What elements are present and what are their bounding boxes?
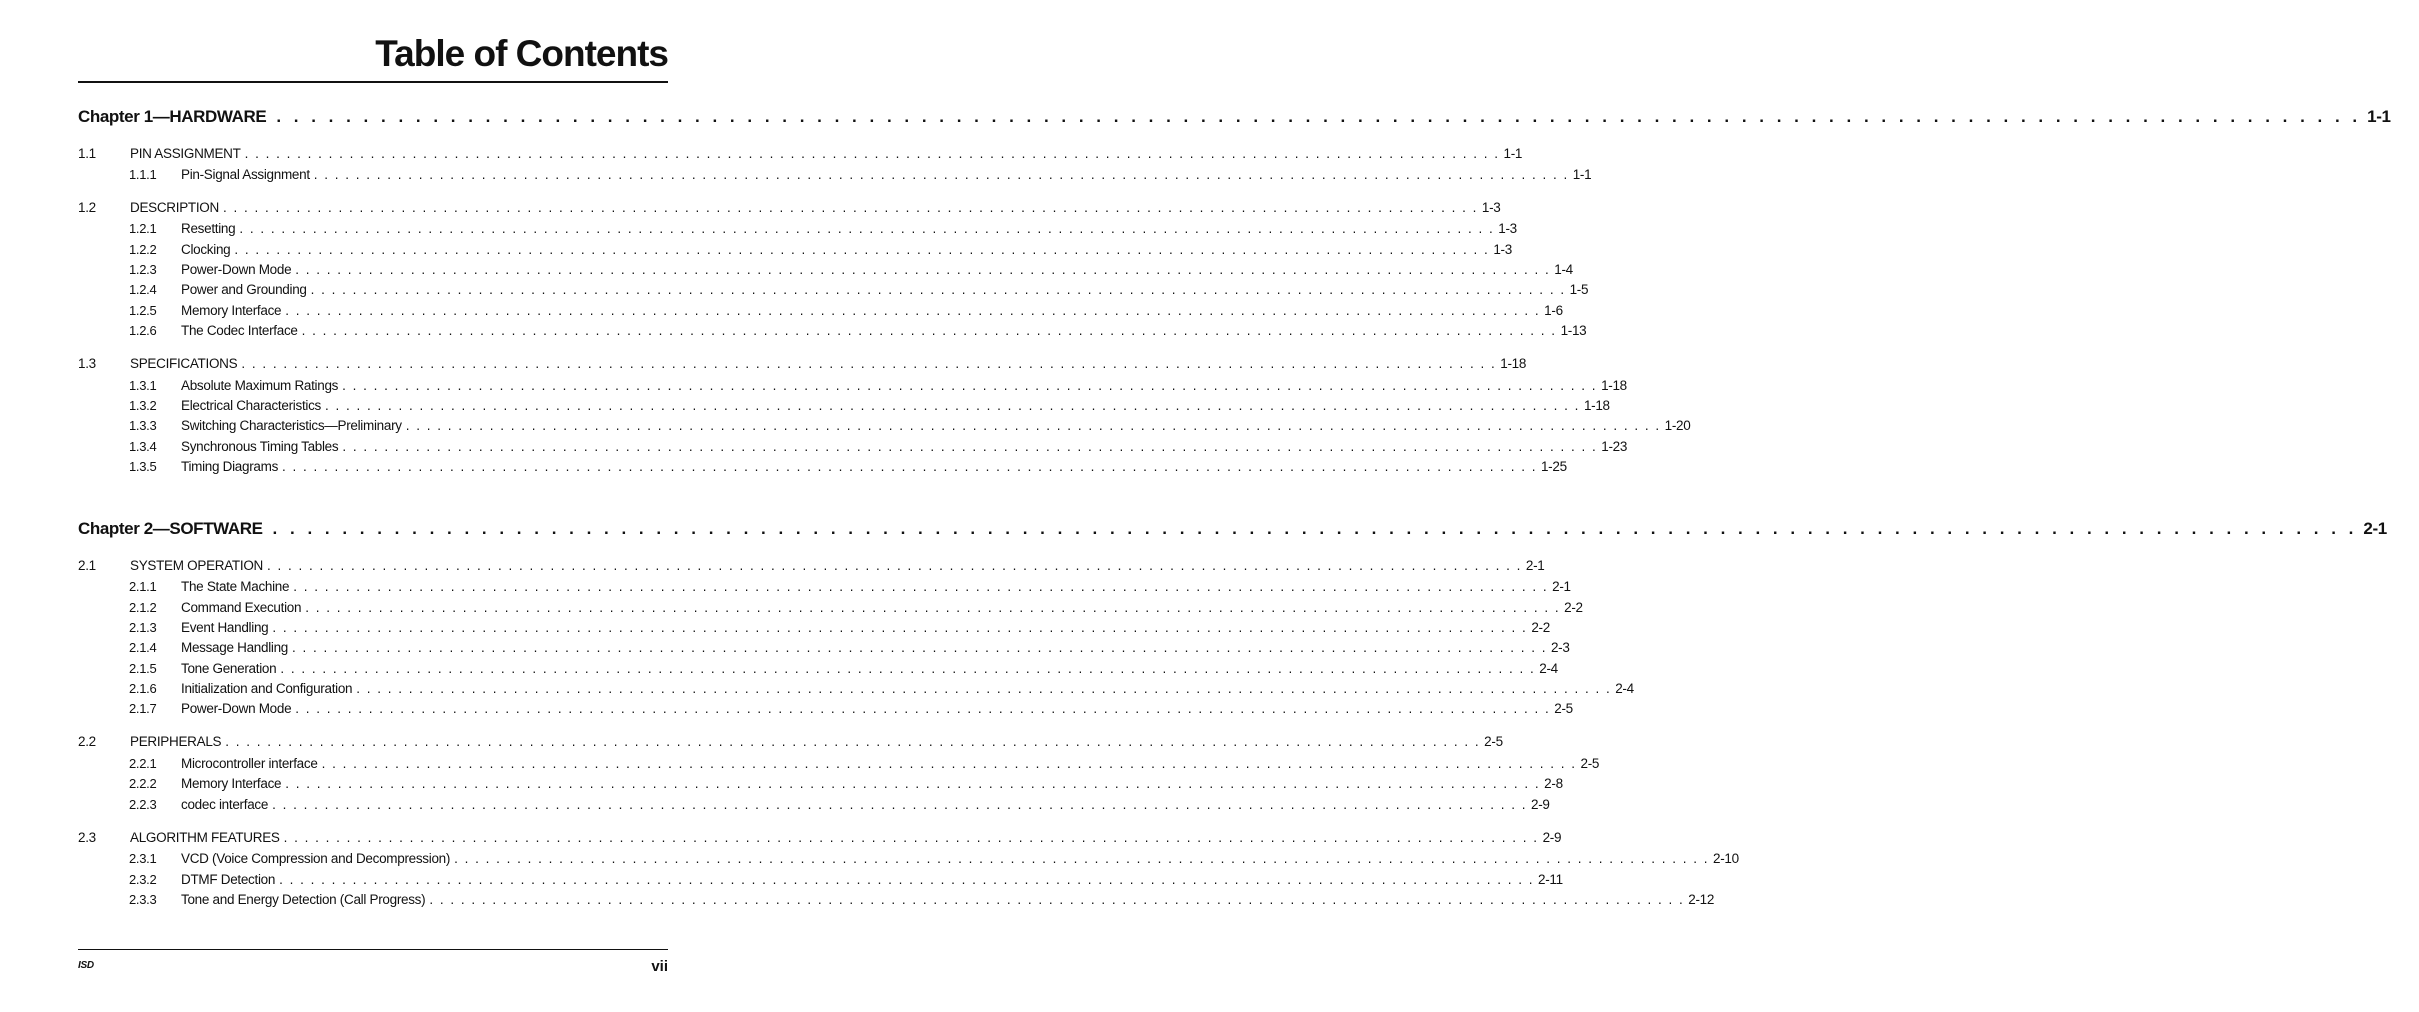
toc-leader: . . . . . . . . . . . . . . . . . . . . . . . . . . . . . . . . . . . . . . . . . . . . . . . . . . . . . . . . . . . . . . . . . . . . . . . . . . . . . . . . . . . . . . . . . . . . . . . . . . . . . . . . . . . . . . . . . . . . . . . . — [301, 323, 1557, 338]
toc-number: 1.2.5 — [129, 303, 157, 318]
toc-number: 1.3.4 — [129, 439, 157, 454]
toc-page: 2-9 — [1531, 797, 1550, 812]
toc-number: 1.2.3 — [129, 262, 157, 277]
toc-label: Chapter 2—SOFTWARE — [78, 519, 263, 538]
toc-label: Message Handling — [181, 640, 289, 655]
toc-leader: . . . . . . . . . . . . . . . . . . . . . . . . . . . . . . . . . . . . . . . . . . . . . . . . . . . . . . . . . . . . . . . . . . . . . . . . . . . . . . . . . . . . . . . . . . . . . . . . . . . . . . . . . . . . . . . . . . . . . . . . — [272, 620, 1528, 635]
toc-label: VCD (Voice Compression and Decompression) — [181, 851, 451, 866]
toc-number: 2.1 — [78, 558, 96, 573]
toc-leader: . . . . . . . . . . . . . . . . . . . . . . . . . . . . . . . . . . . . . . . . . . . . . . . . . . . . . . . . . . . . . . . . . . . . . . . . . . . . . . . . . . . . . . . . . . . . . . . . . . . . . . . . . . . . . . . . . . . . . . . . — [313, 167, 1569, 182]
toc-number: 1.3.3 — [129, 418, 157, 433]
toc-leader: . . . . . . . . . . . . . . . . . . . . . . . . . . . . . . . . . . . . . . . . . . . . . . . . . . . . . . . . . . . . . . . . . . . . . . . . . . . . . . . . . . . . . . . . . . . . . . . . . . . . . . . . . . . . . . . . . . . . . . . . — [244, 146, 1500, 161]
toc-label: Electrical Characteristics — [181, 398, 321, 413]
toc-subsection-1-2-2[interactable] — [0, 241, 1512, 259]
toc-section-1-3[interactable] — [0, 355, 1527, 373]
toc-label: DTMF Detection — [181, 872, 276, 887]
toc-leader: . . . . . . . . . . . . . . . . . . . . . . . . . . . . . . . . . . . . . . . . . . . . . . . . . . . . . . . . . . . . . . . . . . . . . . . . . . . . . . . . . . . . . . . . . . . . . . . . . . . . . . . . . . . . . . . . . . . . . . . . — [241, 356, 1497, 371]
toc-label: Command Execution — [181, 600, 302, 615]
footer-divider — [78, 949, 668, 950]
toc-subsection-1-3-5[interactable] — [0, 458, 1567, 476]
toc-leader: . . . . . . . . . . . . . . . . . . . . . . . . . . . . . . . . . . . . . . . . . . . . . . . . . . . . . . . . . . . . . . . . . . . . . . . . . . . . . . . . . . . . . . . . . . . . . . . . . . . . . . . . . . . . . . . . . . . . . . . . — [279, 872, 1535, 887]
toc-leader: . . . . . . . . . . . . . . . . . . . . . . . . . . . . . . . . . . . . . . . . . . . . . . . . . . . . . . . . . . . . . . . . . . . . . . . . . . . . . . . . . . . . . . . . . . . . . . . . . . . . . . . . . . . . . . . . . . . . . . . . — [282, 459, 1537, 474]
toc-page: 1-18 — [1583, 398, 1610, 413]
toc-leader: . . . . . . . . . . . . . . . . . . . . . . . . . . . . . . . . . . . . . . . . . . . . . . . . . . . . . . . . . . . . . . . . . . . . . . . . . . . . . . . . . . . . . . . . . . . . . . . . . . . . . . . . . . . . . . . . . . . . . . . . — [239, 221, 1495, 236]
toc-page: 2-11 — [1538, 872, 1563, 887]
toc-number: 1.3.1 — [129, 378, 157, 393]
toc-label: The Codec Interface — [181, 323, 298, 338]
toc-page: 2-9 — [1542, 830, 1562, 845]
toc-leader: . . . . . . . . . . . . . . . . . . . . . . . . . . . . . . . . . . . . . . . . . . . . . . . . . . . . . . . . . . . . . . . . . . . . . . . . . . . . . . . . . . . . . . . . . . . . . . . . . . . . . . . . . . . . . . . . . . . . . . . . — [285, 776, 1541, 791]
toc-page: 1-25 — [1540, 459, 1567, 474]
toc-leader: . . . . . . . . . . . . . . . . . . . . . . . . . . . . . . . . . . . . . . . . . . . . . . . . . . . . . . . . . . . . . . . . . . . . . . . . . . . . . . . . . . . . . . . . . . . . . . . . . . . . . . . . . . . . . . . . . . . . . . . . — [292, 640, 1547, 655]
toc-number: 2.1.2 — [129, 600, 157, 615]
toc-subsection-2-1-3[interactable] — [0, 619, 1550, 637]
toc-label: Absolute Maximum Ratings — [181, 378, 339, 393]
toc-subsection-2-1-5[interactable] — [0, 660, 1558, 678]
toc-page: 1-23 — [1601, 439, 1628, 454]
toc-page: 2-1 — [1525, 558, 1545, 573]
toc-subsection-2-3-2[interactable] — [0, 871, 1563, 889]
toc-page: 1-3 — [1481, 200, 1501, 215]
toc-leader: . . . . . . . . . . . . . . . . . . . . . . . . . . . . . . . . . . . . . . . . . . . . . . . . . . . . . . . . . . . . . . . . . . . . . . . . . . . . . . . . . . . . . . . . . . . . . . . . . . . . . . . . . . . . . . . . . . . . . . . . — [310, 282, 1566, 297]
toc-leader: . . . . . . . . . . . . . . . . . . . . . . . . . . . . . . . . . . . . . . . . . . . . . . . . . . . . . . . . . . . . . . . . . . . . . . . . . . . . . . . . . . . . . . . . . . . . . . . . . . . . . . . . . . . . . . . . . . . . . . . . — [454, 851, 1710, 866]
toc-label: Tone and Energy Detection (Call Progress) — [181, 892, 426, 907]
toc-page: 1-3 — [1493, 242, 1512, 257]
toc-subsection-2-3-1[interactable] — [0, 850, 1739, 868]
toc-label: Power and Grounding — [181, 282, 307, 297]
toc-leader: . . . . . . . . . . . . . . . . . . . . . . . . . . . . . . . . . . . . . . . . . . . . . . . . . . . . . . . . . . . . . . . . . . . . . . . . . . . . . . . . . . . . . . . . . . . . . . . . . . . . . . . . . . . . . . . . . . . . . . . . — [342, 439, 1598, 454]
toc-page: 2-5 — [1484, 734, 1503, 749]
toc-subsection-1-2-5[interactable] — [0, 302, 1563, 320]
page-title: Table of Contents — [375, 33, 668, 74]
toc-number: 2.2.3 — [129, 797, 157, 812]
toc-page: 2-5 — [1554, 701, 1573, 716]
toc-leader: . . . . . . . . . . . . . . . . . . . . . . . . . . . . . . . . . . . . . . . . . . . . . . . . . . . . . . . . . . . . . . . . . . . . . . . . . . . . . . . . . . . . . . . . . . . . . . . . . . . . . . . . . . . . . . . . . . . . . . . . — [429, 892, 1685, 907]
toc-leader: . . . . . . . . . . . . . . . . . . . . . . . . . . . . . . . . . . . . . . . . . . . . . . . . . . . . . . . . . . . . . . . . . . . . . . . . . . . . . . . . . . . . . . . . . . . . . . . . . . . . . . . . . . . . . . . . . . . . . . . . — [276, 107, 2362, 126]
toc-number: 1.2.2 — [129, 242, 157, 257]
toc-subsection-2-3-3[interactable] — [0, 891, 1715, 909]
toc-subsection-1-2-6[interactable] — [0, 322, 1587, 340]
toc-label: SPECIFICATIONS — [130, 356, 238, 371]
toc-number: 1.1 — [78, 146, 96, 161]
toc-section-1-1[interactable] — [0, 145, 1523, 163]
toc-label: PERIPHERALS — [130, 734, 222, 749]
toc-page: 1-1 — [1503, 146, 1523, 161]
toc-label: Memory Interface — [181, 303, 282, 318]
toc-page: 1-18 — [1500, 356, 1527, 371]
toc-page: 1-4 — [1554, 262, 1573, 277]
toc-label: PIN ASSIGNMENT — [130, 146, 241, 161]
toc-leader: . . . . . . . . . . . . . . . . . . . . . . . . . . . . . . . . . . . . . . . . . . . . . . . . . . . . . . . . . . . . . . . . . . . . . . . . . . . . . . . . . . . . . . . . . . . . . . . . . . . . . . . . . . . . . . . . . . . . . . . . — [295, 701, 1551, 716]
toc-leader: . . . . . . . . . . . . . . . . . . . . . . . . . . . . . . . . . . . . . . . . . . . . . . . . . . . . . . . . . . . . . . . . . . . . . . . . . . . . . . . . . . . . . . . . . . . . . . . . . . . . . . . . . . . . . . . . . . . . . . . . — [280, 661, 1536, 676]
toc-subsection-1-3-4[interactable] — [0, 438, 1628, 456]
toc-number: 2.1.5 — [129, 661, 157, 676]
toc-page: 2-4 — [1615, 681, 1634, 696]
toc-subsection-1-2-3[interactable] — [0, 261, 1573, 279]
toc-leader: . . . . . . . . . . . . . . . . . . . . . . . . . . . . . . . . . . . . . . . . . . . . . . . . . . . . . . . . . . . . . . . . . . . . . . . . . . . . . . . . . . . . . . . . . . . . . . . . . . . . . . . . . . . . . . . . . . . . . . . . — [283, 830, 1539, 845]
toc-number: 2.2 — [78, 734, 96, 749]
toc-page: 1-1 — [2367, 107, 2391, 126]
toc-page: 2-12 — [1688, 892, 1715, 907]
toc-page: 2-1 — [2363, 519, 2387, 538]
toc-number: 2.1.7 — [129, 701, 157, 716]
footer-page-number: vii — [651, 958, 668, 975]
toc-label: codec interface — [181, 797, 269, 812]
toc-leader: . . . . . . . . . . . . . . . . . . . . . . . . . . . . . . . . . . . . . . . . . . . . . . . . . . . . . . . . . . . . . . . . . . . . . . . . . . . . . . . . . . . . . . . . . . . . . . . . . . . . . . . . . . . . . . . . . . . . . . . . — [342, 378, 1598, 393]
toc-number: 1.1.1 — [129, 167, 157, 182]
title-divider — [78, 81, 668, 83]
toc-section-2-2[interactable] — [0, 733, 1503, 751]
toc-leader: . . . . . . . . . . . . . . . . . . . . . . . . . . . . . . . . . . . . . . . . . . . . . . . . . . . . . . . . . . . . . . . . . . . . . . . . . . . . . . . . . . . . . . . . . . . . . . . . . . . . . . . . . . . . . . . . . . . . . . . . — [234, 242, 1490, 257]
toc-page: 1-5 — [1569, 282, 1589, 297]
toc-number: 1.2 — [78, 200, 96, 215]
toc-number: 2.1.1 — [129, 579, 157, 594]
toc-label: DESCRIPTION — [130, 200, 219, 215]
toc-subsection-2-2-1[interactable] — [0, 755, 1600, 773]
toc-subsection-1-3-2[interactable] — [0, 397, 1610, 415]
toc-leader: . . . . . . . . . . . . . . . . . . . . . . . . . . . . . . . . . . . . . . . . . . . . . . . . . . . . . . . . . . . . . . . . . . . . . . . . . . . . . . . . . . . . . . . . . . . . . . . . . . . . . . . . . . . . . . . . . . . . . . . . — [356, 681, 1612, 696]
toc-number: 2.3 — [78, 830, 96, 845]
toc-subsection-2-1-2[interactable] — [0, 599, 1583, 617]
toc-number: 2.3.2 — [129, 872, 157, 887]
toc-label: Power-Down Mode — [181, 262, 292, 277]
toc-subsection-2-1-4[interactable] — [0, 639, 1570, 657]
footer-company: ISD — [78, 960, 94, 971]
toc-subsection-2-2-2[interactable] — [0, 775, 1563, 793]
toc-label: Clocking — [181, 242, 231, 257]
toc-page: 2-2 — [1564, 600, 1583, 615]
toc-label: Microcontroller interface — [181, 756, 318, 771]
toc-page: 2-10 — [1713, 851, 1739, 866]
toc-number: 1.3 — [78, 356, 96, 371]
toc-label: Switching Characteristics—Preliminary — [181, 418, 402, 433]
toc-number: 1.2.1 — [129, 221, 157, 236]
toc-number: 2.1.3 — [129, 620, 157, 635]
toc-label: Chapter 1—HARDWARE — [78, 107, 267, 126]
toc-number: 1.3.5 — [129, 459, 157, 474]
toc-label: Event Handling — [181, 620, 269, 635]
toc-page: 1-20 — [1664, 418, 1691, 433]
toc-label: Synchronous Timing Tables — [181, 439, 339, 454]
toc-number: 2.1.4 — [129, 640, 157, 655]
toc-leader: . . . . . . . . . . . . . . . . . . . . . . . . . . . . . . . . . . . . . . . . . . . . . . . . . . . . . . . . . . . . . . . . . . . . . . . . . . . . . . . . . . . . . . . . . . . . . . . . . . . . . . . . . . . . . . . . . . . . . . . . — [321, 756, 1577, 771]
toc-subsection-2-1-6[interactable] — [0, 680, 1634, 698]
toc-page: 1-1 — [1572, 167, 1592, 182]
toc-section-2-3[interactable] — [0, 829, 1562, 847]
toc-label: Power-Down Mode — [181, 701, 292, 716]
toc-page: 2-1 — [1552, 579, 1571, 594]
toc-label: Initialization and Configuration — [181, 681, 353, 696]
toc-leader: . . . . . . . . . . . . . . . . . . . . . . . . . . . . . . . . . . . . . . . . . . . . . . . . . . . . . . . . . . . . . . . . . . . . . . . . . . . . . . . . . . . . . . . . . . . . . . . . . . . . . . . . . . . . . . . . . . . . . . . . — [222, 200, 1478, 215]
toc-chapter-2[interactable] — [0, 518, 2387, 540]
toc-number: 2.2.1 — [129, 756, 157, 771]
toc-section-2-1[interactable] — [0, 557, 1545, 575]
toc-subsection-1-3-3[interactable] — [0, 417, 1691, 435]
toc-number: 2.3.3 — [129, 892, 157, 907]
toc-label: Timing Diagrams — [181, 459, 279, 474]
toc-label: SYSTEM OPERATION — [130, 558, 263, 573]
toc-label: ALGORITHM FEATURES — [130, 830, 280, 845]
toc-subsection-2-1-1[interactable] — [0, 578, 1571, 596]
toc-chapter-1[interactable] — [0, 106, 2391, 128]
toc-leader: . . . . . . . . . . . . . . . . . . . . . . . . . . . . . . . . . . . . . . . . . . . . . . . . . . . . . . . . . . . . . . . . . . . . . . . . . . . . . . . . . . . . . . . . . . . . . . . . . . . . . . . . . . . . . . . . . . . . . . . . — [325, 398, 1580, 413]
toc-page: 1-3 — [1498, 221, 1517, 236]
toc-subsection-1-2-1[interactable] — [0, 220, 1517, 238]
toc-leader: . . . . . . . . . . . . . . . . . . . . . . . . . . . . . . . . . . . . . . . . . . . . . . . . . . . . . . . . . . . . . . . . . . . . . . . . . . . . . . . . . . . . . . . . . . . . . . . . . . . . . . . . . . . . . . . . . . . . . . . . — [225, 734, 1481, 749]
toc-label: Pin-Signal Assignment — [181, 167, 310, 182]
toc-label: Tone Generation — [181, 661, 277, 676]
toc-leader: . . . . . . . . . . . . . . . . . . . . . . . . . . . . . . . . . . . . . . . . . . . . . . . . . . . . . . . . . . . . . . . . . . . . . . . . . . . . . . . . . . . . . . . . . . . . . . . . . . . . . . . . . . . . . . . . . . . . . . . . — [272, 797, 1527, 812]
toc-subsection-1-3-1[interactable] — [0, 377, 1627, 395]
toc-leader: . . . . . . . . . . . . . . . . . . . . . . . . . . . . . . . . . . . . . . . . . . . . . . . . . . . . . . . . . . . . . . . . . . . . . . . . . . . . . . . . . . . . . . . . . . . . . . . . . . . . . . . . . . . . . . . . . . . . . . . . — [295, 262, 1551, 277]
toc-page: 1-18 — [1601, 378, 1627, 393]
toc-label: Memory Interface — [181, 776, 282, 791]
toc-subsection-1-2-4[interactable] — [0, 281, 1589, 299]
toc-leader: . . . . . . . . . . . . . . . . . . . . . . . . . . . . . . . . . . . . . . . . . . . . . . . . . . . . . . . . . . . . . . . . . . . . . . . . . . . . . . . . . . . . . . . . . . . . . . . . . . . . . . . . . . . . . . . . . . . . . . . . — [272, 519, 2358, 538]
toc-page: 2-4 — [1539, 661, 1558, 676]
toc-number: 2.2.2 — [129, 776, 157, 791]
toc-number: 1.3.2 — [129, 398, 157, 413]
toc-page: 1-13 — [1560, 323, 1587, 338]
toc-leader: . . . . . . . . . . . . . . . . . . . . . . . . . . . . . . . . . . . . . . . . . . . . . . . . . . . . . . . . . . . . . . . . . . . . . . . . . . . . . . . . . . . . . . . . . . . . . . . . . . . . . . . . . . . . . . . . . . . . . . . . — [266, 558, 1522, 573]
toc-leader: . . . . . . . . . . . . . . . . . . . . . . . . . . . . . . . . . . . . . . . . . . . . . . . . . . . . . . . . . . . . . . . . . . . . . . . . . . . . . . . . . . . . . . . . . . . . . . . . . . . . . . . . . . . . . . . . . . . . . . . . — [305, 600, 1561, 615]
toc-number: 1.2.6 — [129, 323, 157, 338]
toc-page: 2-2 — [1531, 620, 1550, 635]
toc-number: 2.3.1 — [129, 851, 157, 866]
toc-label: The State Machine — [181, 579, 290, 594]
toc-leader: . . . . . . . . . . . . . . . . . . . . . . . . . . . . . . . . . . . . . . . . . . . . . . . . . . . . . . . . . . . . . . . . . . . . . . . . . . . . . . . . . . . . . . . . . . . . . . . . . . . . . . . . . . . . . . . . . . . . . . . . — [405, 418, 1661, 433]
toc-leader: . . . . . . . . . . . . . . . . . . . . . . . . . . . . . . . . . . . . . . . . . . . . . . . . . . . . . . . . . . . . . . . . . . . . . . . . . . . . . . . . . . . . . . . . . . . . . . . . . . . . . . . . . . . . . . . . . . . . . . . . — [285, 303, 1541, 318]
toc-page: 2-3 — [1550, 640, 1570, 655]
toc-section-1-2[interactable] — [0, 199, 1501, 217]
toc-number: 1.2.4 — [129, 282, 157, 297]
toc-label: Resetting — [181, 221, 236, 236]
toc-number: 2.1.6 — [129, 681, 157, 696]
toc-page: 2-5 — [1580, 756, 1600, 771]
toc-page: 2-8 — [1544, 776, 1563, 791]
toc-subsection-2-2-3[interactable] — [0, 796, 1550, 814]
toc-leader: . . . . . . . . . . . . . . . . . . . . . . . . . . . . . . . . . . . . . . . . . . . . . . . . . . . . . . . . . . . . . . . . . . . . . . . . . . . . . . . . . . . . . . . . . . . . . . . . . . . . . . . . . . . . . . . . . . . . . . . . — [293, 579, 1549, 594]
toc-subsection-1-1-1[interactable] — [0, 166, 1592, 184]
toc-subsection-2-1-7[interactable] — [0, 700, 1573, 718]
toc-page: 1-6 — [1544, 303, 1563, 318]
